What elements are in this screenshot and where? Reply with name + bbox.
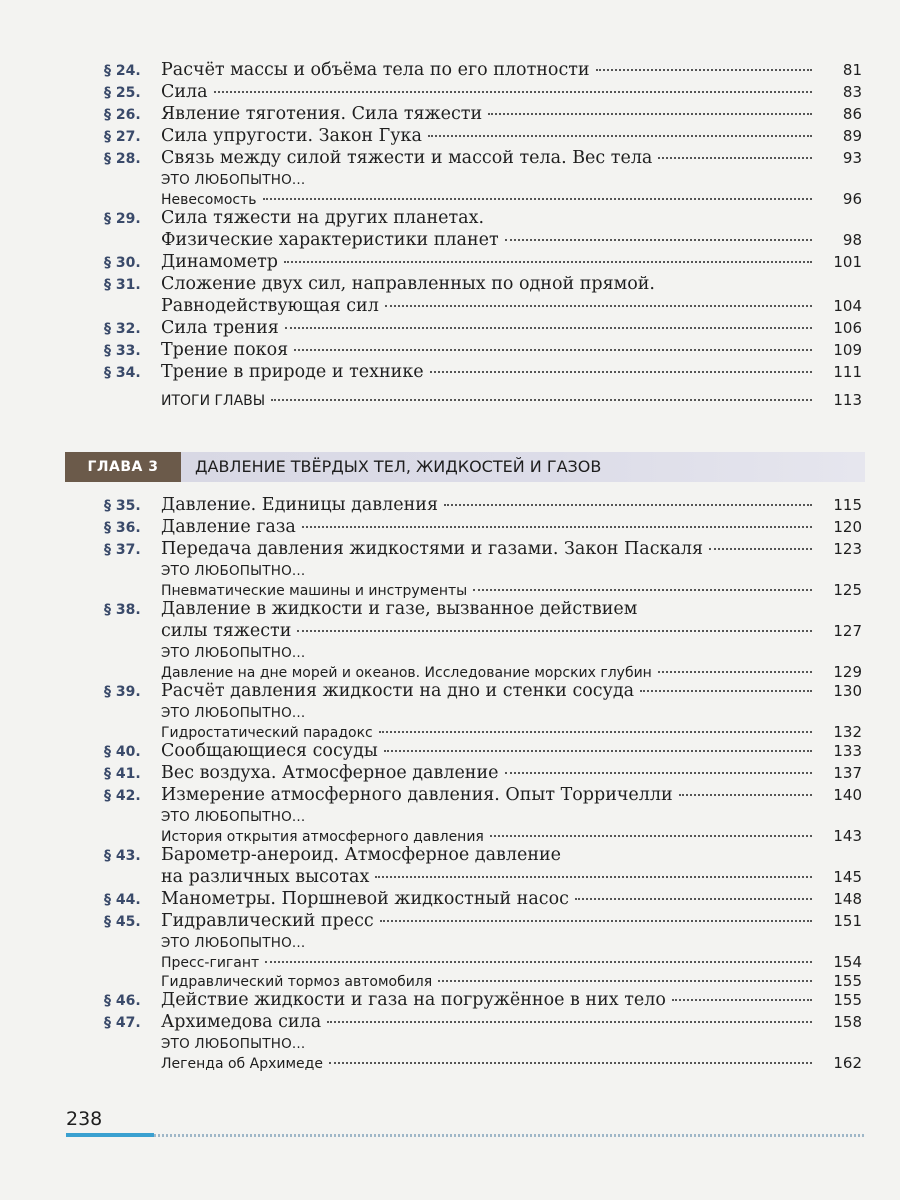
section-number: § 26. (104, 107, 141, 123)
entry-title: Сила трения (161, 318, 279, 338)
page-ref: 96 (842, 190, 862, 208)
label-text: ЭТО ЛЮБОПЫТНО... (161, 645, 306, 661)
entry-title: Динамометр (161, 252, 278, 272)
page-ref: 93 (842, 149, 862, 167)
page-ref: 101 (833, 253, 862, 271)
entry-title: Передача давления жидкостями и газами. Закон Паскаля (161, 539, 704, 559)
entry-title: Измерение атмосферного давления. Опыт Торричелли (161, 785, 673, 805)
entry-title: Гидравлический пресс (161, 911, 374, 931)
chapter-tag: ГЛАВА 3 (65, 452, 181, 482)
entry-title: Трение покоя (161, 340, 289, 360)
toc-entry-row (65, 362, 862, 384)
entry-title: Явление тяготения. Сила тяжести (161, 104, 483, 124)
section-number: § 36. (104, 520, 141, 536)
section-number: § 33. (104, 343, 141, 359)
page-ref: 113 (833, 391, 862, 409)
section-number: § 42. (104, 788, 141, 804)
dot-leader (640, 678, 812, 692)
dot-leader (672, 987, 812, 1001)
entry-title: Расчёт давления жидкости на дно и стенки сосуда (161, 681, 635, 701)
entry-title: Давление газа (161, 517, 296, 537)
curiosity-entry (65, 1053, 862, 1072)
dot-leader (658, 145, 812, 159)
page-ref: 154 (833, 953, 862, 971)
page-ref: 104 (833, 297, 862, 315)
toc-entry-row (65, 785, 862, 807)
dot-leader (658, 659, 812, 673)
toc-entry-row (65, 621, 862, 643)
entry-title: Гидравлический тормоз автомобиля (161, 974, 433, 990)
page-ref: 151 (833, 912, 862, 930)
page-ref: 137 (833, 764, 862, 782)
label-text: ЭТО ЛЮБОПЫТНО... (161, 172, 306, 188)
page-ref: 111 (833, 363, 862, 381)
entry-title: ИТОГИ ГЛАВЫ (161, 393, 266, 409)
section-number: § 34. (104, 365, 141, 381)
entry-title: силы тяжести (161, 621, 292, 641)
page-ref: 140 (833, 786, 862, 804)
page-ref: 133 (833, 742, 862, 760)
dot-leader (375, 864, 812, 878)
entry-title: Вес воздуха. Атмосферное давление (161, 763, 499, 783)
dot-leader (444, 492, 812, 506)
entry-title: Невесомость (161, 192, 257, 208)
section-number: § 24. (104, 63, 141, 79)
page-ref: 89 (842, 127, 862, 145)
page-ref: 86 (842, 105, 862, 123)
entry-title: Сообщающиеся сосуды (161, 741, 378, 761)
entry-title: Манометры. Поршневой жидкостный насос (161, 889, 569, 909)
entry-title: Барометр-анероид. Атмосферное давление (161, 845, 562, 865)
entry-title: Пресс-гигант (161, 955, 260, 971)
page-ref: 145 (833, 868, 862, 886)
toc-entry-row (65, 1012, 862, 1034)
dot-leader (709, 536, 812, 550)
entry-title: Гидростатический парадокс (161, 725, 373, 741)
page-ref: 132 (833, 723, 862, 741)
dot-leader (575, 886, 812, 900)
label-text: ЭТО ЛЮБОПЫТНО... (161, 809, 306, 825)
curiosity-entry (65, 826, 862, 845)
curiosity-entry (65, 189, 862, 208)
entry-title: История открытия атмосферного давления (161, 829, 484, 845)
dot-leader (294, 337, 812, 351)
page-ref: 158 (833, 1013, 862, 1031)
dot-leader (438, 968, 812, 982)
toc-section-chapter-2 (65, 60, 862, 412)
dot-leader (285, 315, 812, 329)
section-number: § 31. (104, 277, 141, 293)
dot-leader (385, 293, 812, 307)
dot-leader (430, 359, 812, 373)
toc-section-chapter-3 (65, 495, 862, 1072)
section-number: § 45. (104, 914, 141, 930)
entry-title: на различных высотах (161, 867, 370, 887)
dot-leader (284, 249, 812, 263)
page-ref: 129 (833, 663, 862, 681)
dot-leader (428, 123, 812, 137)
page-ref: 109 (833, 341, 862, 359)
section-number: § 43. (104, 848, 141, 864)
toc-entry-row (65, 148, 862, 170)
toc-entry-row (65, 539, 862, 561)
page-ref: 125 (833, 581, 862, 599)
dot-leader (679, 782, 812, 796)
dot-leader (327, 1009, 812, 1023)
dot-leader (488, 101, 812, 115)
dot-leader (214, 79, 812, 93)
page-ref: 143 (833, 827, 862, 845)
toc-entry-row (65, 911, 862, 933)
section-number: § 40. (104, 744, 141, 760)
entry-title: Связь между силой тяжести и массой тела. Вес тела (161, 148, 653, 168)
chapter-title: ДАВЛЕНИЕ ТВЁРДЫХ ТЕЛ, ЖИДКОСТЕЙ И ГАЗОВ (195, 457, 602, 476)
entry-title: Расчёт массы и объёма тела по его плотности (161, 60, 590, 80)
page-ref: 123 (833, 540, 862, 558)
dot-leader (379, 719, 812, 733)
section-number: § 35. (104, 498, 141, 514)
chapter-summary (65, 390, 862, 412)
page-ref: 98 (842, 231, 862, 249)
entry-title: Физические характеристики планет (161, 230, 499, 250)
entry-title: Давление. Единицы давления (161, 495, 438, 515)
dot-leader (473, 577, 812, 591)
dot-leader (505, 760, 813, 774)
page-ref: 81 (842, 61, 862, 79)
toc-entry-row (65, 681, 862, 703)
dot-leader (380, 908, 812, 922)
section-number: § 30. (104, 255, 141, 271)
section-number: § 39. (104, 684, 141, 700)
section-number: § 32. (104, 321, 141, 337)
dot-leader (596, 57, 812, 71)
section-number: § 28. (104, 151, 141, 167)
dot-leader (263, 186, 813, 200)
page-ref: 106 (833, 319, 862, 337)
section-number: § 37. (104, 542, 141, 558)
entry-title: Трение в природе и технике (161, 362, 424, 382)
entry-title: Сила (161, 82, 208, 102)
dot-leader (384, 738, 812, 752)
dot-leader (505, 227, 812, 241)
section-number: § 47. (104, 1015, 141, 1031)
page-ref: 130 (833, 682, 862, 700)
entry-title: Сложение двух сил, направленных по одной прямой. (161, 274, 655, 294)
entry-title: Сила тяжести на других планетах. (161, 208, 485, 228)
section-number: § 29. (104, 211, 141, 227)
page-ref: 127 (833, 622, 862, 640)
page-ref: 148 (833, 890, 862, 908)
dot-leader (329, 1050, 812, 1064)
dot-leader (265, 949, 812, 963)
section-number: § 41. (104, 766, 141, 782)
page-ref: 155 (833, 991, 862, 1009)
page-ref: 83 (842, 83, 862, 101)
section-number: § 25. (104, 85, 141, 101)
dot-leader (271, 387, 812, 401)
page-ref: 162 (833, 1054, 862, 1072)
page-ref: 115 (833, 496, 862, 514)
section-number: § 27. (104, 129, 141, 145)
entry-title: Равнодействующая сил (161, 296, 379, 316)
label-text: ЭТО ЛЮБОПЫТНО... (161, 1036, 306, 1052)
entry-title: Сила упругости. Закон Гука (161, 126, 422, 146)
label-text: ЭТО ЛЮБОПЫТНО... (161, 563, 306, 579)
section-number: § 44. (104, 892, 141, 908)
dot-leader (297, 618, 812, 632)
dot-leader (302, 514, 812, 528)
page-ref: 155 (833, 972, 862, 990)
entry-title: Давление в жидкости и газе, вызванное действием (161, 599, 638, 619)
label-text: ЭТО ЛЮБОПЫТНО... (161, 935, 306, 951)
curiosity-entry (65, 580, 862, 599)
entry-title: Действие жидкости и газа на погружённое в них тело (161, 990, 666, 1010)
entry-title: Архимедова сила (161, 1012, 322, 1032)
entry-title: Пневматические машины и инструменты (161, 583, 468, 599)
chapter-header (65, 452, 865, 482)
page-number: 238 (66, 1108, 103, 1130)
label-text: ЭТО ЛЮБОПЫТНО... (161, 705, 306, 721)
footer-accent-line (66, 1133, 154, 1137)
entry-title: Легенда об Архимеде (161, 1056, 323, 1072)
entry-title: Давление на дне морей и океанов. Исследование морских глубин (161, 665, 652, 681)
footer-rule (154, 1134, 864, 1137)
dot-leader (490, 823, 812, 837)
page-ref: 120 (833, 518, 862, 536)
section-number: § 46. (104, 993, 141, 1009)
section-number: § 38. (104, 602, 141, 618)
toc-entry-row (65, 252, 862, 274)
